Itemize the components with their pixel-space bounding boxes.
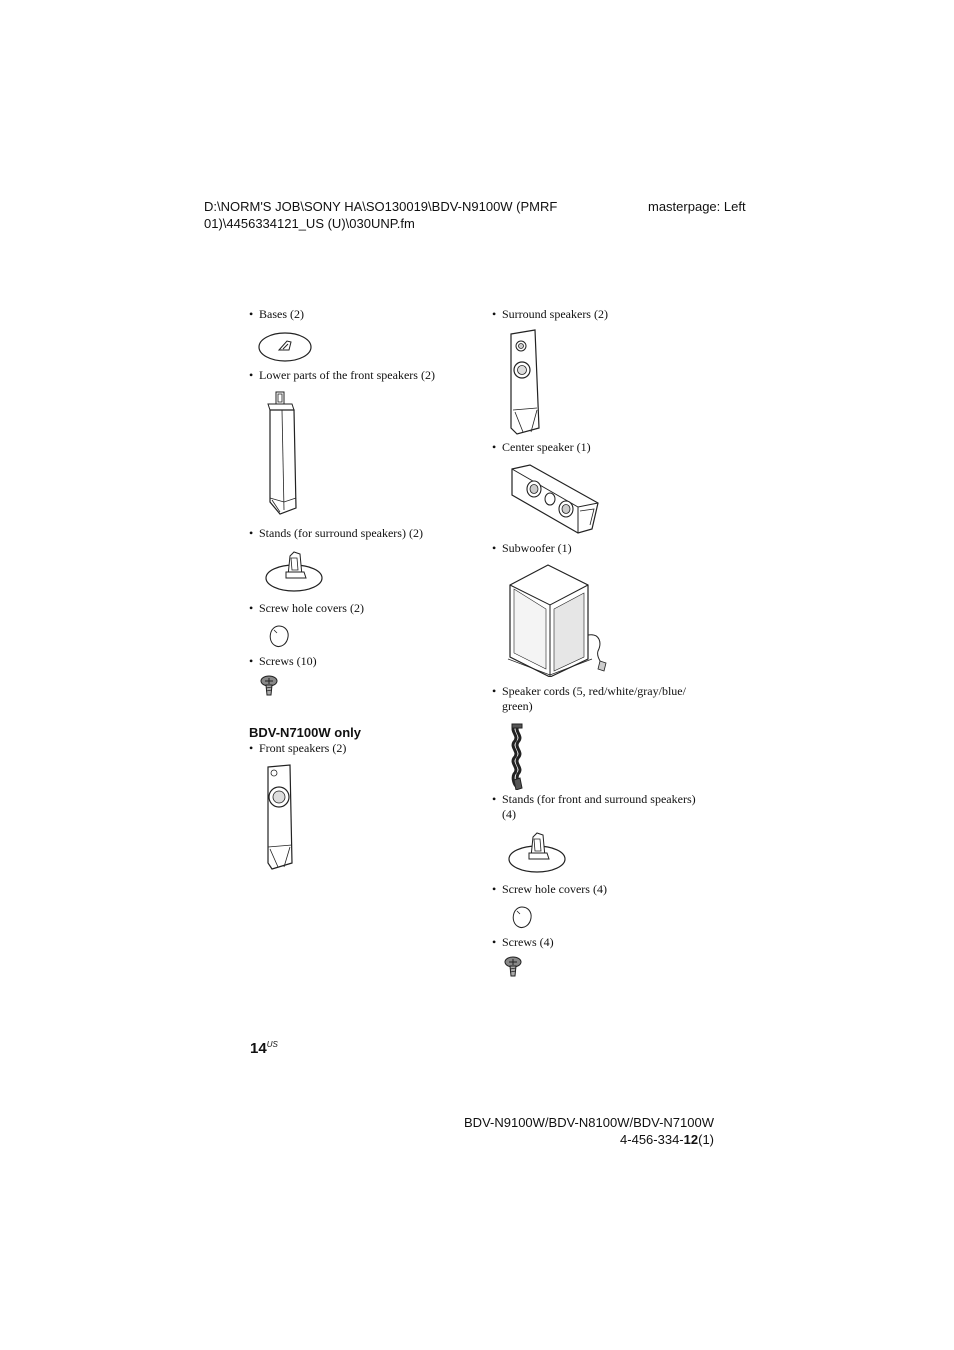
list-item-screw-hole-covers: • Screw hole covers (2) bbox=[249, 601, 364, 615]
footer-models: BDV-N9100W/BDV-N8100W/BDV-N7100W bbox=[464, 1115, 714, 1130]
front-speaker-icon bbox=[262, 763, 296, 871]
footer bbox=[440, 1114, 714, 1148]
footer-code-bold: 12 bbox=[683, 1132, 699, 1147]
file-path-line1: D:\NORM'S JOB\SONY HA\SO130019\BDV-N9100W (PMRF bbox=[204, 199, 558, 214]
item-label: Subwoofer (1) bbox=[502, 541, 572, 555]
item-label: Screws (10) bbox=[259, 654, 317, 668]
item-label: Stands (for front and surround speakers) bbox=[502, 792, 696, 806]
subwoofer-icon bbox=[506, 563, 610, 677]
list-item-stands-front-surround: • Stands (for front and surround speakers) (4) bbox=[492, 792, 722, 822]
item-label: Screws (4) bbox=[502, 935, 554, 949]
list-item-front-speakers: • Front speakers (2) bbox=[249, 741, 347, 755]
list-item-surround-speakers: • Surround speakers (2) bbox=[492, 307, 608, 321]
file-path bbox=[204, 198, 624, 232]
list-item-screws-4: • Screws (4) bbox=[492, 935, 554, 949]
item-label: Center speaker (1) bbox=[502, 440, 591, 454]
list-item-subwoofer: • Subwoofer (1) bbox=[492, 541, 572, 555]
item-label: Stands (for surround speakers) (2) bbox=[259, 526, 423, 540]
speaker-stand-icon bbox=[507, 829, 569, 877]
footer-code bbox=[440, 1131, 714, 1148]
list-item-center-speaker: • Center speaker (1) bbox=[492, 440, 591, 454]
footer-code-prefix: 4-456-334- bbox=[620, 1132, 684, 1147]
masterpage-label: masterpage: Left bbox=[648, 199, 746, 214]
list-item-speaker-cords: • Speaker cords (5, red/white/gray/blue/ green) bbox=[492, 684, 722, 714]
list-item-bases: • Bases (2) bbox=[249, 307, 304, 321]
surround-speaker-icon bbox=[505, 328, 545, 436]
list-item-screws: • Screws (10) bbox=[249, 654, 317, 668]
tall-speaker-lower-icon bbox=[262, 390, 302, 518]
file-path-line2: 01)\4456334121_US (U)\030UNP.fm bbox=[204, 216, 415, 231]
item-label: Lower parts of the front speakers (2) bbox=[259, 368, 435, 382]
base-icon bbox=[257, 330, 313, 364]
screw-icon bbox=[503, 956, 523, 978]
section-heading: BDV-N7100W only bbox=[249, 725, 361, 740]
item-label-cont: (4) bbox=[502, 807, 516, 821]
item-label-cont: green) bbox=[502, 699, 533, 713]
list-item-screw-hole-covers-4: • Screw hole covers (4) bbox=[492, 882, 607, 896]
page-number-value: 14 bbox=[250, 1040, 267, 1057]
screw-hole-cover-icon bbox=[510, 905, 534, 931]
item-label: Screw hole covers (2) bbox=[259, 601, 364, 615]
item-label: Bases (2) bbox=[259, 307, 304, 321]
page-number bbox=[250, 1040, 278, 1057]
footer-code-suffix: (1) bbox=[698, 1132, 714, 1147]
page-number-suffix: US bbox=[266, 1040, 278, 1049]
speaker-cord-icon bbox=[506, 722, 530, 790]
screw-icon bbox=[259, 675, 279, 697]
item-label: Front speakers (2) bbox=[259, 741, 347, 755]
list-item-lower-parts: • Lower parts of the front speakers (2) bbox=[249, 368, 435, 382]
speaker-stand-icon bbox=[264, 548, 326, 596]
center-speaker-icon bbox=[508, 463, 602, 535]
item-label: Speaker cords (5, red/white/gray/blue/ bbox=[502, 684, 686, 698]
screw-hole-cover-icon bbox=[267, 624, 291, 650]
list-item-stands-surround: • Stands (for surround speakers) (2) bbox=[249, 526, 423, 540]
item-label: Surround speakers (2) bbox=[502, 307, 608, 321]
item-label: Screw hole covers (4) bbox=[502, 882, 607, 896]
